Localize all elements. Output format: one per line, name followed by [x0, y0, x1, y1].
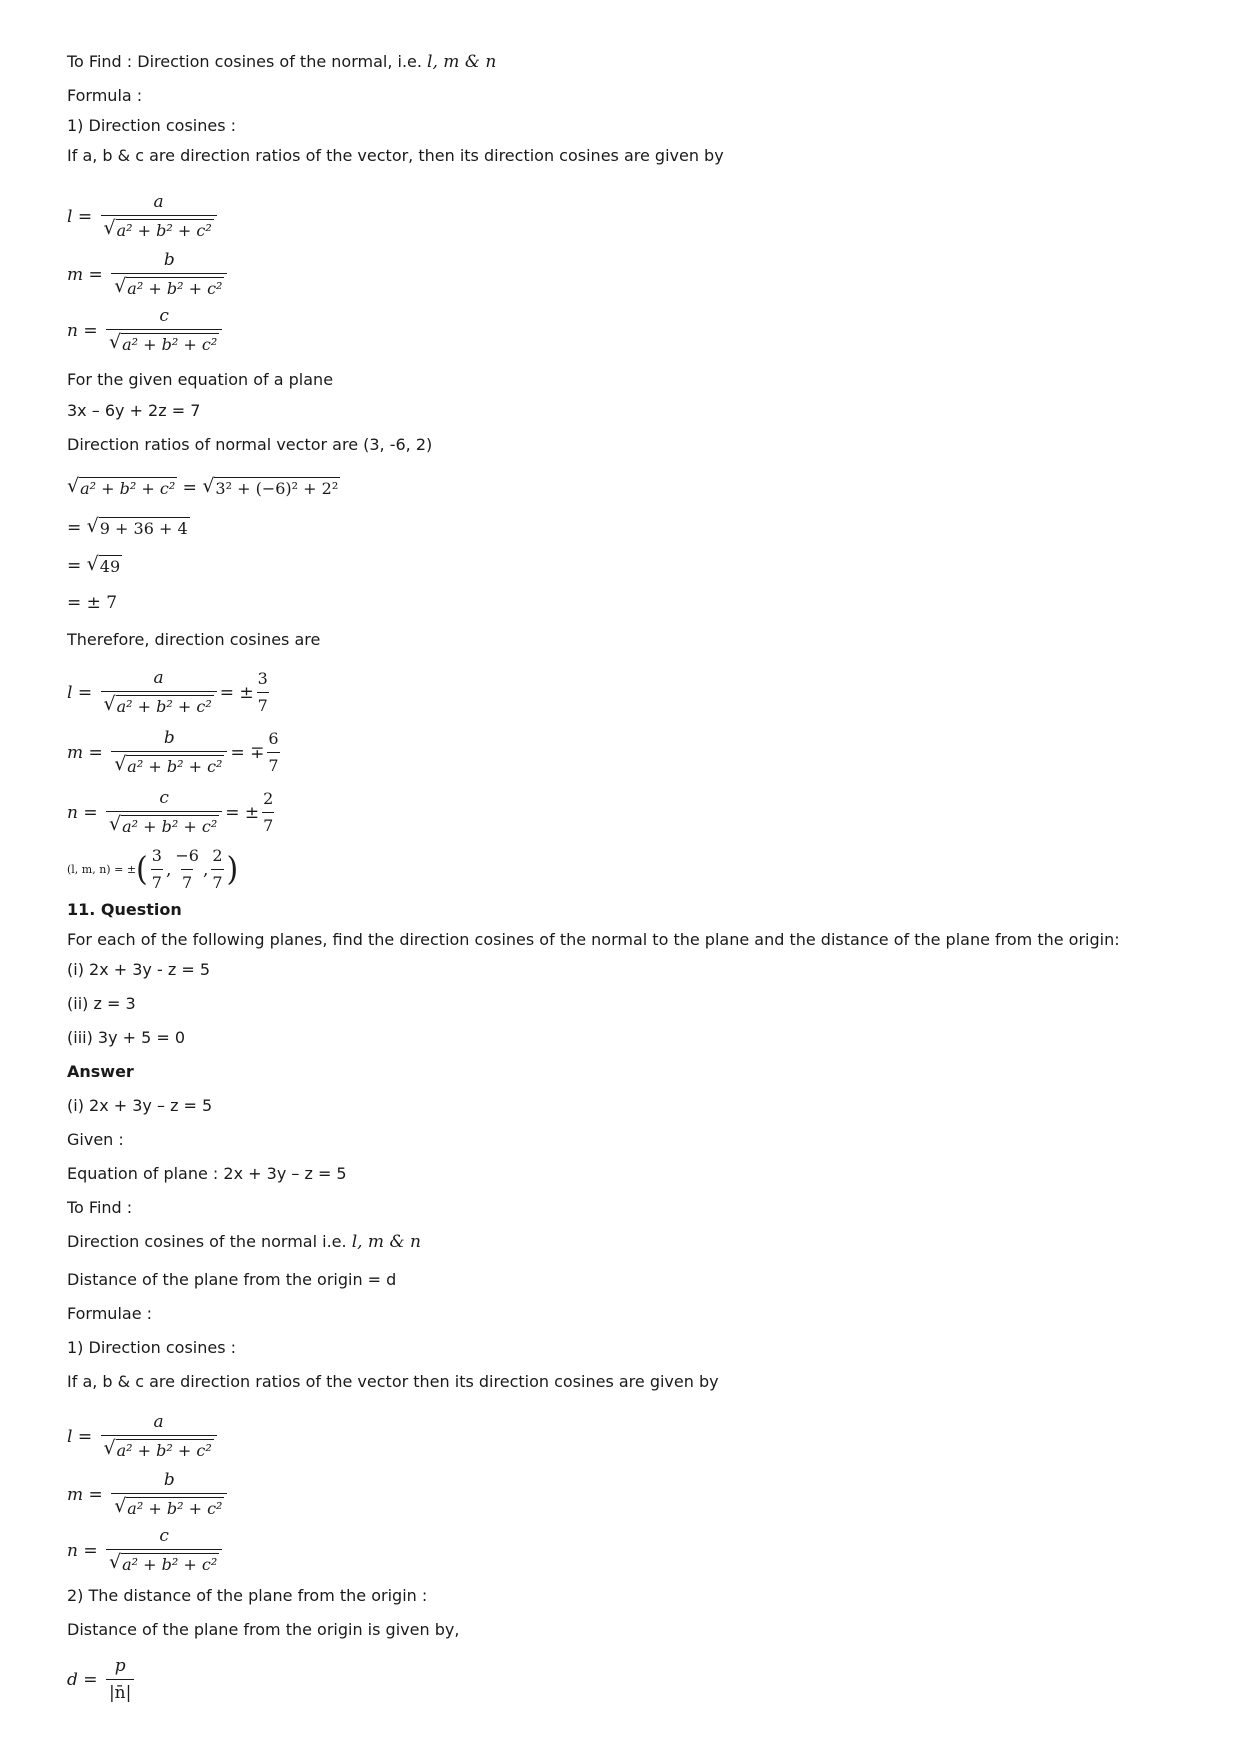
magnitude-step-2: = √ 49 — [67, 553, 121, 576]
magnitude-step-1: = √ 9 + 36 + 4 — [67, 515, 188, 538]
dc-description: If a, b & c are direction ratios of the vector, then its direction cosines are given by — [67, 146, 724, 165]
answer-heading: Answer — [67, 1062, 134, 1081]
m-value: m = b √ a² + b² + c² = ∓ $\frac{6}{7}$ — [67, 728, 279, 776]
magnitude-equation: √ a² + b² + c² = √ 3² + (−6)² + 2² — [67, 475, 339, 498]
formula-l: l = a √ a² + b² + c² — [67, 192, 220, 241]
to-find-label: To Find : — [67, 1198, 133, 1217]
question-part-ii: (ii) z = 3 — [67, 994, 136, 1013]
formula-d: d = $\frac{p}{|n̄|}$ — [67, 1656, 137, 1703]
question-part-i: (i) 2x + 3y - z = 5 — [67, 960, 210, 979]
therefore-line: Therefore, direction cosines are — [67, 630, 321, 649]
formula-n: n = c √ a² + b² + c² — [67, 306, 225, 355]
magnitude-step-3: = ± 7 — [67, 593, 118, 613]
dc-normal-line: Direction cosines of the normal i.e. l, m & n — [67, 1232, 421, 1252]
formula-label: Formula : — [67, 86, 143, 105]
question-text: For each of the following planes, find the direction cosines of the normal to the plane and the distance of the plane from the origin: — [67, 930, 1120, 949]
formula-n-2: n = c √ a² + b² + c² — [67, 1526, 225, 1575]
plane-equation: 3x – 6y + 2z = 7 — [67, 401, 201, 420]
distance-text: Distance of the plane from the origin is given by, — [67, 1620, 460, 1639]
lmn-result: (l, m, n) = ± ( $\frac{3}{7}$ , $\frac{-6}{7}$ , $\frac{2}{7}$ ) — [67, 846, 239, 892]
formula-m-2: m = b √ a² + b² + c² — [67, 1470, 230, 1519]
document-page — [67, 0, 1207, 1755]
dc-heading: 1) Direction cosines : — [67, 116, 237, 135]
distance-heading: 2) The distance of the plane from the origin : — [67, 1586, 428, 1605]
question-title: 11. Question — [67, 900, 182, 919]
dc-description-2: If a, b & c are direction ratios of the vector then its direction cosines are given by — [67, 1372, 719, 1391]
n-value: n = c √ a² + b² + c² = ± $\frac{2}{7}$ — [67, 788, 274, 836]
l-value: l = a √ a² + b² + c² = ± $\frac{3}{7}$ — [67, 668, 268, 716]
question-part-iii: (iii) 3y + 5 = 0 — [67, 1028, 186, 1047]
direction-ratios: Direction ratios of normal vector are (3, -6, 2) — [67, 435, 433, 454]
to-find-line: To Find : Direction cosines of the normal, i.e. l, m & n — [67, 52, 497, 72]
given-label: Given : — [67, 1130, 124, 1149]
formula-l-2: l = a √ a² + b² + c² — [67, 1412, 220, 1461]
formulae-label: Formulae : — [67, 1304, 153, 1323]
equation-of-plane: Equation of plane : 2x + 3y – z = 5 — [67, 1164, 347, 1183]
answer-part-i: (i) 2x + 3y – z = 5 — [67, 1096, 213, 1115]
given-plane-intro: For the given equation of a plane — [67, 370, 334, 389]
formula-m: m = b √ a² + b² + c² — [67, 250, 230, 299]
distance-definition: Distance of the plane from the origin = d — [67, 1270, 397, 1289]
dc-heading-2: 1) Direction cosines : — [67, 1338, 237, 1357]
